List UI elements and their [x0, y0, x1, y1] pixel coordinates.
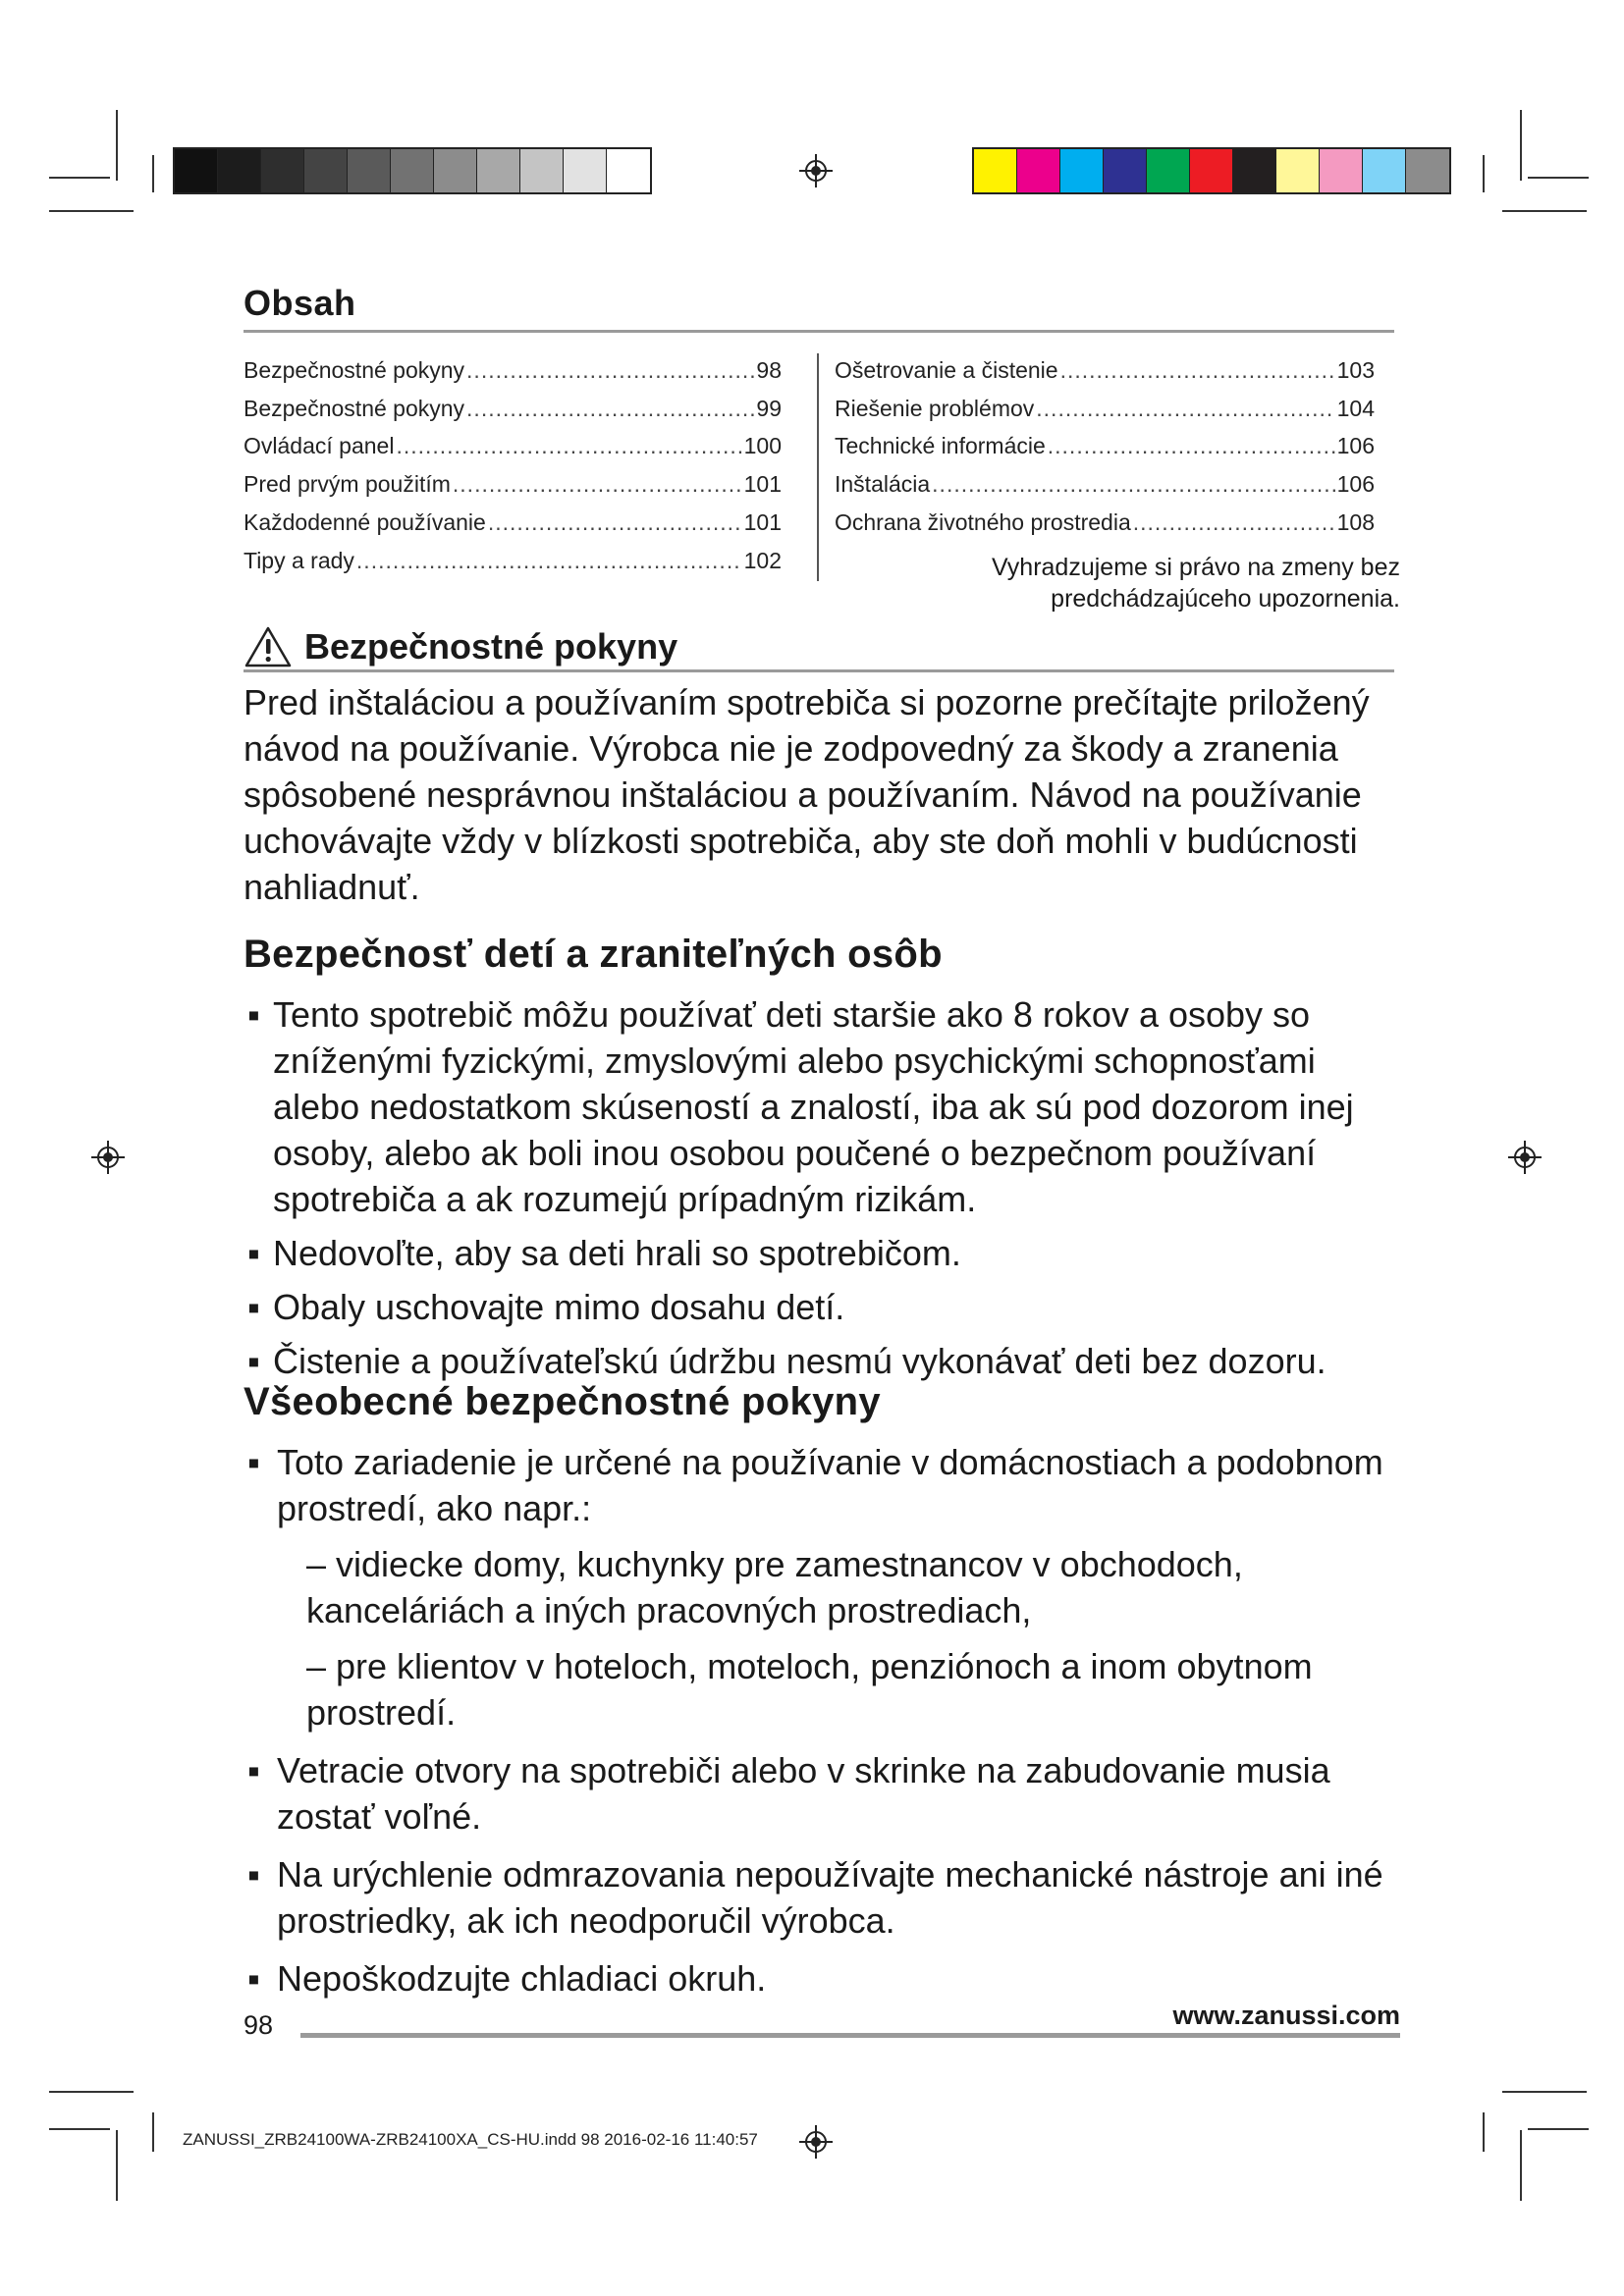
registration-mark-icon: [91, 1141, 125, 1174]
color-swatch: [261, 149, 304, 192]
toc-entry[interactable]: Inštalácia ..... 106: [835, 465, 1375, 504]
crop-mark-top-right-h: [1528, 177, 1589, 179]
toc-title: Obsah: [244, 283, 356, 323]
toc-entry[interactable]: Tipy a rady ..... 102: [244, 542, 782, 580]
registration-mark-icon: [799, 154, 833, 187]
toc-entry[interactable]: Každodenné používanie ..... 101: [244, 504, 782, 542]
crop-mark-bottom-left-h2: [49, 2128, 110, 2130]
toc-entry[interactable]: Ošetrovanie a čistenie ..... 103: [835, 351, 1375, 390]
crop-mark-bottom-right-v: [1520, 2130, 1522, 2201]
toc-entry[interactable]: Ochrana životného prostredia ..... 108: [835, 504, 1375, 542]
safety-heading: [244, 625, 677, 668]
color-swatch: [564, 149, 607, 192]
crop-mark-bottom-right-h: [1502, 2091, 1587, 2093]
toc-entry[interactable]: Bezpečnostné pokyny ..... 98: [244, 351, 782, 390]
color-swatch: [1190, 149, 1233, 192]
list-item: ▪ Toto zariadenie je určené na používanie v domácnostiach a podobnom prostredí, ako napr.: – vidiecke domy, kuchynky pre zamestnancov v obchodoch, kanceláriách a iných pracovných prostrediach, – pre klientov v hoteloch, moteloch, penziónoch a inom obytnom prostredí.: [244, 1439, 1402, 1735]
print-slug: ZANUSSI_ZRB24100WA-ZRB24100XA_CS-HU.indd 98 2016-02-16 11:40:57: [183, 2130, 758, 2149]
notice-line: Vyhradzujeme si právo na zmeny bez: [992, 554, 1400, 581]
crop-mark-bottom-right-v2: [1483, 2112, 1485, 2152]
sub-item: – pre klientov v hoteloch, moteloch, penziónoch a inom obytnom prostredí.: [306, 1646, 1313, 1733]
list-item: ▪ Vetracie otvory na spotrebiči alebo v skrinke na zabudovanie musia zostať voľné.: [247, 1750, 1330, 1837]
list-item: ▪ Nedovoľte, aby sa deti hrali so spotrebičom.: [247, 1233, 961, 1273]
color-swatch: [175, 149, 218, 192]
crop-mark-top-right-v2: [1483, 155, 1485, 192]
color-swatch: [391, 149, 434, 192]
page-number: 98: [244, 2010, 274, 2040]
color-swatch: [1060, 149, 1104, 192]
safety-intro: Pred inštaláciou a používaním spotrebiča si pozorne prečítajte priložený návod na používanie. Výrobca nie je zodpovedný za škody a zranenia spôsobené nesprávnou inštaláciou a používaním. Návod na používanie uchovávajte vždy v blízkosti spotrebiča, aby ste doň mohli v budúcnosti nahliadnuť.: [244, 682, 1370, 907]
crop-mark-bottom-left-h: [49, 2091, 134, 2093]
color-swatch: [348, 149, 391, 192]
crop-mark-top-left-h: [49, 177, 110, 179]
color-swatch: [520, 149, 564, 192]
color-swatch: [607, 149, 650, 192]
color-bar: [972, 147, 1451, 194]
crop-mark-bottom-left-v2: [152, 2112, 154, 2152]
grayscale-bar: [173, 147, 652, 194]
list-item: ▪ Nepoškodzujte chladiaci okruh.: [247, 1958, 767, 1999]
website-link[interactable]: www.zanussi.com: [1172, 2001, 1400, 2030]
toc-entry[interactable]: Pred prvým použitím ..... 101: [244, 465, 782, 504]
color-swatch: [218, 149, 261, 192]
color-swatch: [304, 149, 348, 192]
warning-triangle-icon: [244, 625, 293, 668]
safety-heading-rule: [244, 669, 1394, 672]
color-swatch: [1406, 149, 1449, 192]
notice-line: predchádzajúceho upozornenia.: [1051, 585, 1400, 613]
toc-column-divider: [817, 353, 819, 581]
crop-mark-top-left-h2: [49, 210, 134, 212]
color-swatch: [1017, 149, 1060, 192]
safety-heading-text: Bezpečnostné pokyny: [304, 626, 678, 667]
toc-entry[interactable]: Riešenie problémov ..... 104: [835, 390, 1375, 428]
sub-item: – vidiecke domy, kuchynky pre zamestnancov v obchodoch, kanceláriách a iných pracovných prostrediach,: [306, 1544, 1243, 1630]
general-list: [244, 1439, 1402, 2013]
children-heading: Bezpečnosť detí a zraniteľných osôb: [244, 933, 943, 976]
registration-mark-icon: [799, 2125, 833, 2159]
color-swatch: [477, 149, 520, 192]
toc-entry[interactable]: Technické informácie ..... 106: [835, 427, 1375, 465]
crop-mark-bottom-right-h2: [1528, 2128, 1589, 2130]
crop-mark-top-right-v: [1520, 110, 1522, 181]
children-list: [244, 991, 1402, 1392]
crop-mark-top-right-h2: [1502, 210, 1587, 212]
color-swatch: [1233, 149, 1276, 192]
change-notice: [890, 552, 1400, 614]
toc-left-column: [244, 351, 782, 579]
registration-mark-icon: [1508, 1141, 1542, 1174]
toc-title-rule: [244, 330, 1394, 333]
list-item: ▪ Čistenie a používateľskú údržbu nesmú vykonávať deti bez dozoru.: [247, 1341, 1326, 1381]
list-item: ▪ Na urýchlenie odmrazovania nepoužívajte mechanické nástroje ani iné prostriedky, ak ich neodporučil výrobca.: [247, 1854, 1383, 1941]
toc-entry[interactable]: Bezpečnostné pokyny ..... 99: [244, 390, 782, 428]
crop-mark-top-left-v: [116, 110, 118, 181]
color-swatch: [1320, 149, 1363, 192]
footer-rule: [300, 2033, 1400, 2038]
color-swatch: [1147, 149, 1190, 192]
crop-mark-top-left-v2: [152, 155, 154, 192]
general-heading: Všeobecné bezpečnostné pokyny: [244, 1380, 881, 1423]
color-swatch: [974, 149, 1017, 192]
toc-right-column: [835, 351, 1375, 542]
crop-mark-bottom-left-v: [116, 2130, 118, 2201]
toc-entry[interactable]: Ovládací panel ..... 100: [244, 427, 782, 465]
color-swatch: [434, 149, 477, 192]
color-swatch: [1276, 149, 1320, 192]
color-swatch: [1104, 149, 1147, 192]
list-item: ▪ Tento spotrebič môžu používať deti staršie ako 8 rokov a osoby so zníženými fyzickými, zmyslovými alebo psychickými schopnosťami alebo nedostatkom skúseností a znalostí, iba ak sú pod dozorom inej osoby, alebo ak boli inou osobou poučené o bezpečnom používaní spotrebiča a ak rozumejú prípadným rizikám.: [247, 994, 1354, 1219]
list-item: ▪ Obaly uschovajte mimo dosahu detí.: [247, 1287, 845, 1327]
color-swatch: [1363, 149, 1406, 192]
